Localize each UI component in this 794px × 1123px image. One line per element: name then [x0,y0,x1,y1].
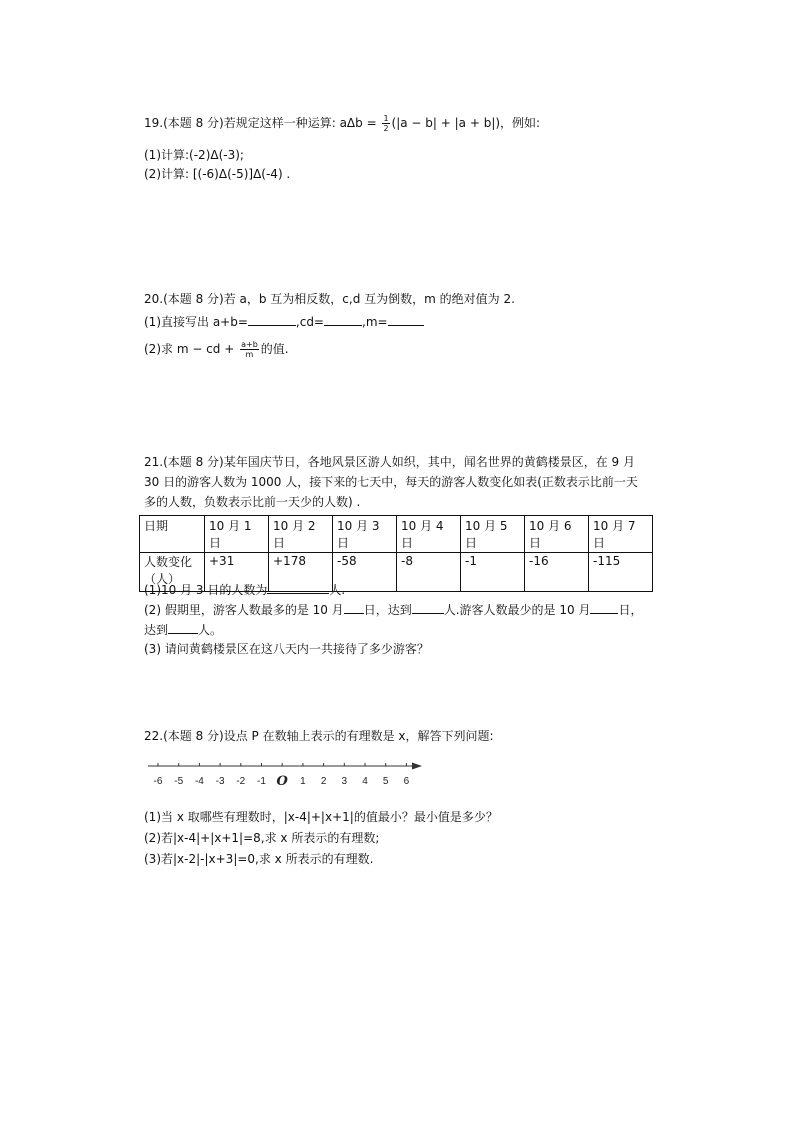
answer-blank-ab[interactable] [248,313,296,326]
table-header-cell: 10 月 2 日 [269,516,333,553]
answer-blank-oct3[interactable] [267,581,329,594]
table-cell: -115 [589,553,653,592]
table-cell: +31 [205,553,269,592]
q19-title: 19.(本题 8 分)若规定这样一种运算: aΔb = $\frac{1}{2}$ (|a − b| + |a + b|)，例如: [144,114,541,133]
number-line-arrow-icon [412,763,422,770]
table-cell: +178 [269,553,333,592]
q21-part1: (1)10 月 3 日的人数为 人. [144,583,346,597]
table-header-cell: 10 月 3 日 [333,516,397,553]
number-line-label: 3 [341,776,348,787]
answer-blank-max-count[interactable] [412,601,444,614]
number-line-label: 5 [382,776,389,787]
number-line-label: -3 [215,776,225,787]
number-line-label: 1 [300,776,306,787]
number-line-label: 2 [320,776,327,787]
number-line-label: 4 [362,776,368,787]
answer-blank-m[interactable] [388,313,424,326]
table-cell: -8 [397,553,461,592]
number-line-labels [154,774,410,789]
q19-part1: (1)计算:(-2)Δ(-3); [144,148,244,162]
q20-fraction: $\frac{a+b}{m}$ [241,340,258,359]
table-header-cell: 10 月 5 日 [461,516,525,553]
q21-part3: (3) 请问黄鹤楼景区在这八天内一共接待了多少游客？ [144,642,429,656]
q21-part2: (2) 假期里，游客人数最多的是 10 月 日，达到 人.游客人数最少的是 10 月 日， [144,603,643,617]
q22-part1: (1)当 x 取哪些有理数时，|x-4|+|x+1|的值最小？最小值是多少？ [144,810,498,824]
q20-part1: (1)直接写出 a+b= ,cd= ,m= [144,313,424,330]
table-cell: -1 [461,553,525,592]
number-line-label: O [276,774,288,789]
q19-fraction: $\frac{1}{2}$ [383,114,389,133]
q21-part2-cont: 达到 人。 [144,623,223,637]
table-cell: -16 [525,553,589,592]
table-header-row [140,516,653,553]
table-header-cell: 10 月 7 日 [589,516,653,553]
answer-blank-min-count[interactable] [168,621,198,634]
number-line [146,758,426,794]
number-line-label: -1 [257,776,266,787]
number-line-label: -4 [194,776,204,787]
q21-line3: 多的人数，负数表示比前一天少的人数) . [144,495,361,509]
number-line-label: -6 [153,776,163,787]
number-line-label: 6 [403,776,410,787]
answer-blank-min-day[interactable] [590,601,618,614]
q21-line1: 21.(本题 8 分)某年国庆节日，各地风景区游人如织，其中，闻名世界的黄鹤楼景区，在 9 月 [144,455,635,469]
table-header-cell: 10 月 4 日 [397,516,461,553]
q20-title: 20.(本题 8 分)若 a，b 互为相反数，c,d 互为倒数，m 的绝对值为 2. [144,292,515,306]
table-row-label: 人数变化 （人） [140,553,205,592]
table-header-cell: 日期 [140,516,205,553]
q20-part2: (2)求 m − cd + $\frac{a+b}{m}$ 的值. [144,340,289,359]
q22-title: 22.(本题 8 分)设点 P 在数轴上表示的有理数是 x，解答下列问题: [144,729,494,743]
number-line-label: -5 [174,776,184,787]
answer-blank-cd[interactable] [324,313,362,326]
table-header-cell: 10 月 1 日 [205,516,269,553]
table-cell: -58 [333,553,397,592]
q22-part3: (3)若|x-2|-|x+3|=0,求 x 所表示的有理数. [144,852,374,866]
q19-part2: (2)计算: [(-6)Δ(-5)]Δ(-4) . [144,167,291,181]
number-line-label: -2 [236,776,246,787]
q22-part2: (2)若|x-4|+|x+1|=8,求 x 所表示的有理数; [144,831,380,845]
q21-line2: 30 日的游客人数为 1000 人，接下来的七天中，每天的游客人数变化如表(正数表示比前一天 [144,475,638,489]
table-header-cell: 10 月 6 日 [525,516,589,553]
answer-blank-max-day[interactable] [344,601,364,614]
